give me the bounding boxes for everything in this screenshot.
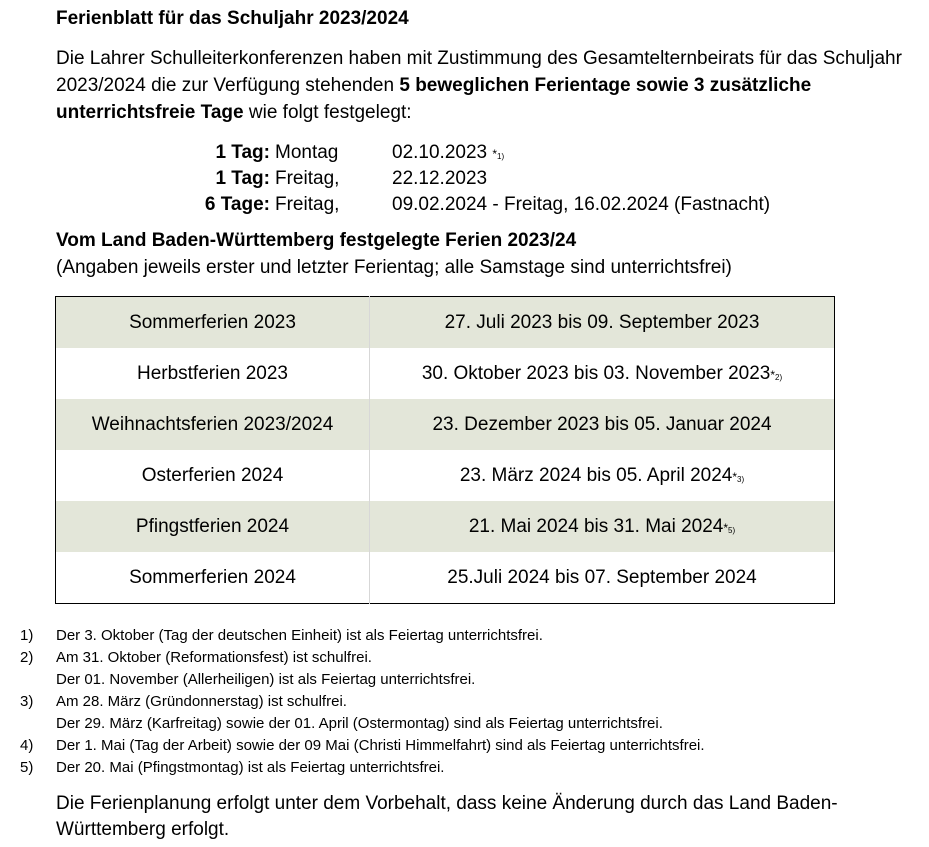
table-row <box>56 450 835 501</box>
footnote-ref: 3) <box>737 474 745 484</box>
table-row <box>56 297 835 349</box>
footnote-ref: 1) <box>497 152 505 161</box>
footnote-star: * <box>732 469 738 484</box>
footnote-number: 5) <box>20 759 34 776</box>
footnote-item <box>20 625 705 647</box>
footnote-number <box>20 669 56 691</box>
day-weekday: Freitag, <box>275 168 340 189</box>
footnote-number: 4) <box>20 737 34 754</box>
footnote-item <box>20 713 705 735</box>
section-subtitle: (Angaben jeweils erster und letzter Ferientag; alle Samstage sind unterrichtsfrei) <box>56 257 732 278</box>
day-count: 1 Tag: <box>215 142 270 163</box>
table-row <box>56 348 835 399</box>
footnote-text: Der 1. Mai (Tag der Arbeit) sowie der 09 Mai (Christi Himmelfahrt) sind als Feiertag unterrichtsfrei. <box>56 737 705 754</box>
table-row <box>56 399 835 450</box>
holiday-range: 25.Juli 2024 bis 07. September 2024 <box>370 552 835 604</box>
footnote-number: 2) <box>20 649 34 666</box>
day-weekday: Montag <box>275 142 339 163</box>
footnote-text: Am 31. Oktober (Reformationsfest) ist schulfrei. <box>56 649 372 666</box>
footnote-star: * <box>770 367 776 382</box>
footnote-item <box>20 757 705 779</box>
footnote-item <box>20 735 705 757</box>
table-row <box>56 552 835 604</box>
day-count: 1 Tag: <box>215 168 270 189</box>
day-date: 09.02.2024 - Freitag, 16.02.2024 (Fastnacht) <box>392 194 771 215</box>
section-title: Vom Land Baden-Württemberg festgelegte Ferien 2023/24 <box>56 230 577 251</box>
holiday-name: Sommerferien 2024 <box>56 552 370 604</box>
holiday-range: 27. Juli 2023 bis 09. September 2023 <box>370 297 835 349</box>
movable-day-row <box>150 192 770 218</box>
day-date: 02.10.2023 $*_{1)}$ <box>392 142 505 163</box>
movable-days-list <box>150 140 770 218</box>
holiday-name: Sommerferien 2023 <box>56 297 370 349</box>
footnote-item <box>20 669 705 691</box>
holiday-name: Weihnachtsferien 2023/2024 <box>56 399 370 450</box>
footnotes-list <box>20 625 705 779</box>
movable-day-row <box>150 140 770 166</box>
footnote-number: 1) <box>20 627 34 644</box>
holidays-table <box>55 296 835 604</box>
table-row <box>56 501 835 552</box>
day-weekday: Freitag, <box>275 194 340 215</box>
footnote-ref: 2) <box>775 372 783 382</box>
footnote-item <box>20 691 705 713</box>
footnote-star: * <box>723 520 729 535</box>
intro-paragraph <box>56 45 916 126</box>
footnote-ref: 5) <box>728 525 736 535</box>
day-count: 6 Tage: <box>204 194 270 215</box>
intro-bold: 5 beweglichen Ferientage sowie 3 zusätzliche unterrichtsfreie Tage <box>56 75 812 123</box>
page-title: Ferienblatt für das Schuljahr 2023/2024 <box>56 8 409 29</box>
footnote-star: * <box>492 147 498 161</box>
holiday-name: Herbstferien 2023 <box>56 348 370 399</box>
holiday-range: 23. Dezember 2023 bis 05. Januar 2024 <box>370 399 835 450</box>
movable-day-row <box>150 166 770 192</box>
footnote-text: Der 29. März (Karfreitag) sowie der 01. April (Ostermontag) sind als Feiertag unterrichtsfrei. <box>56 715 663 732</box>
intro-text-2: wie folgt festgelegt: <box>243 102 412 123</box>
footnote-text: Der 3. Oktober (Tag der deutschen Einheit) ist als Feiertag unterrichtsfrei. <box>56 627 543 644</box>
footnote-text: Der 20. Mai (Pfingstmontag) ist als Feiertag unterrichtsfrei. <box>56 759 445 776</box>
closing-paragraph: Die Ferienplanung erfolgt unter dem Vorbehalt, dass keine Änderung durch das Land Baden-Württemberg erfolgt. <box>56 793 838 840</box>
holiday-range: 23. März 2024 bis 05. April $2024*_{3)}$ <box>370 450 835 501</box>
footnote-item <box>20 647 705 669</box>
day-date: 22.12.2023 <box>392 168 488 189</box>
holiday-range: 30. Oktober 2023 bis 03. November $2023*_{2)}$ <box>370 348 835 399</box>
intro-text-1: Die Lahrer Schulleiterkonferenzen haben mit Zustimmung des Gesamtelternbeirats für das Schuljahr 2023/2024 die zur Verfügung stehenden <box>56 48 902 96</box>
holiday-name: Pfingstferien 2024 <box>56 501 370 552</box>
holiday-name: Osterferien 2024 <box>56 450 370 501</box>
holiday-range: 21. Mai 2024 bis 31. Mai $2024*_{5)}$ <box>370 501 835 552</box>
footnote-text: Am 28. März (Gründonnerstag) ist schulfrei. <box>56 693 347 710</box>
footnote-number <box>20 713 56 735</box>
footnote-number: 3) <box>20 693 34 710</box>
footnote-text: Der 01. November (Allerheiligen) ist als Feiertag unterrichtsfrei. <box>56 671 476 688</box>
